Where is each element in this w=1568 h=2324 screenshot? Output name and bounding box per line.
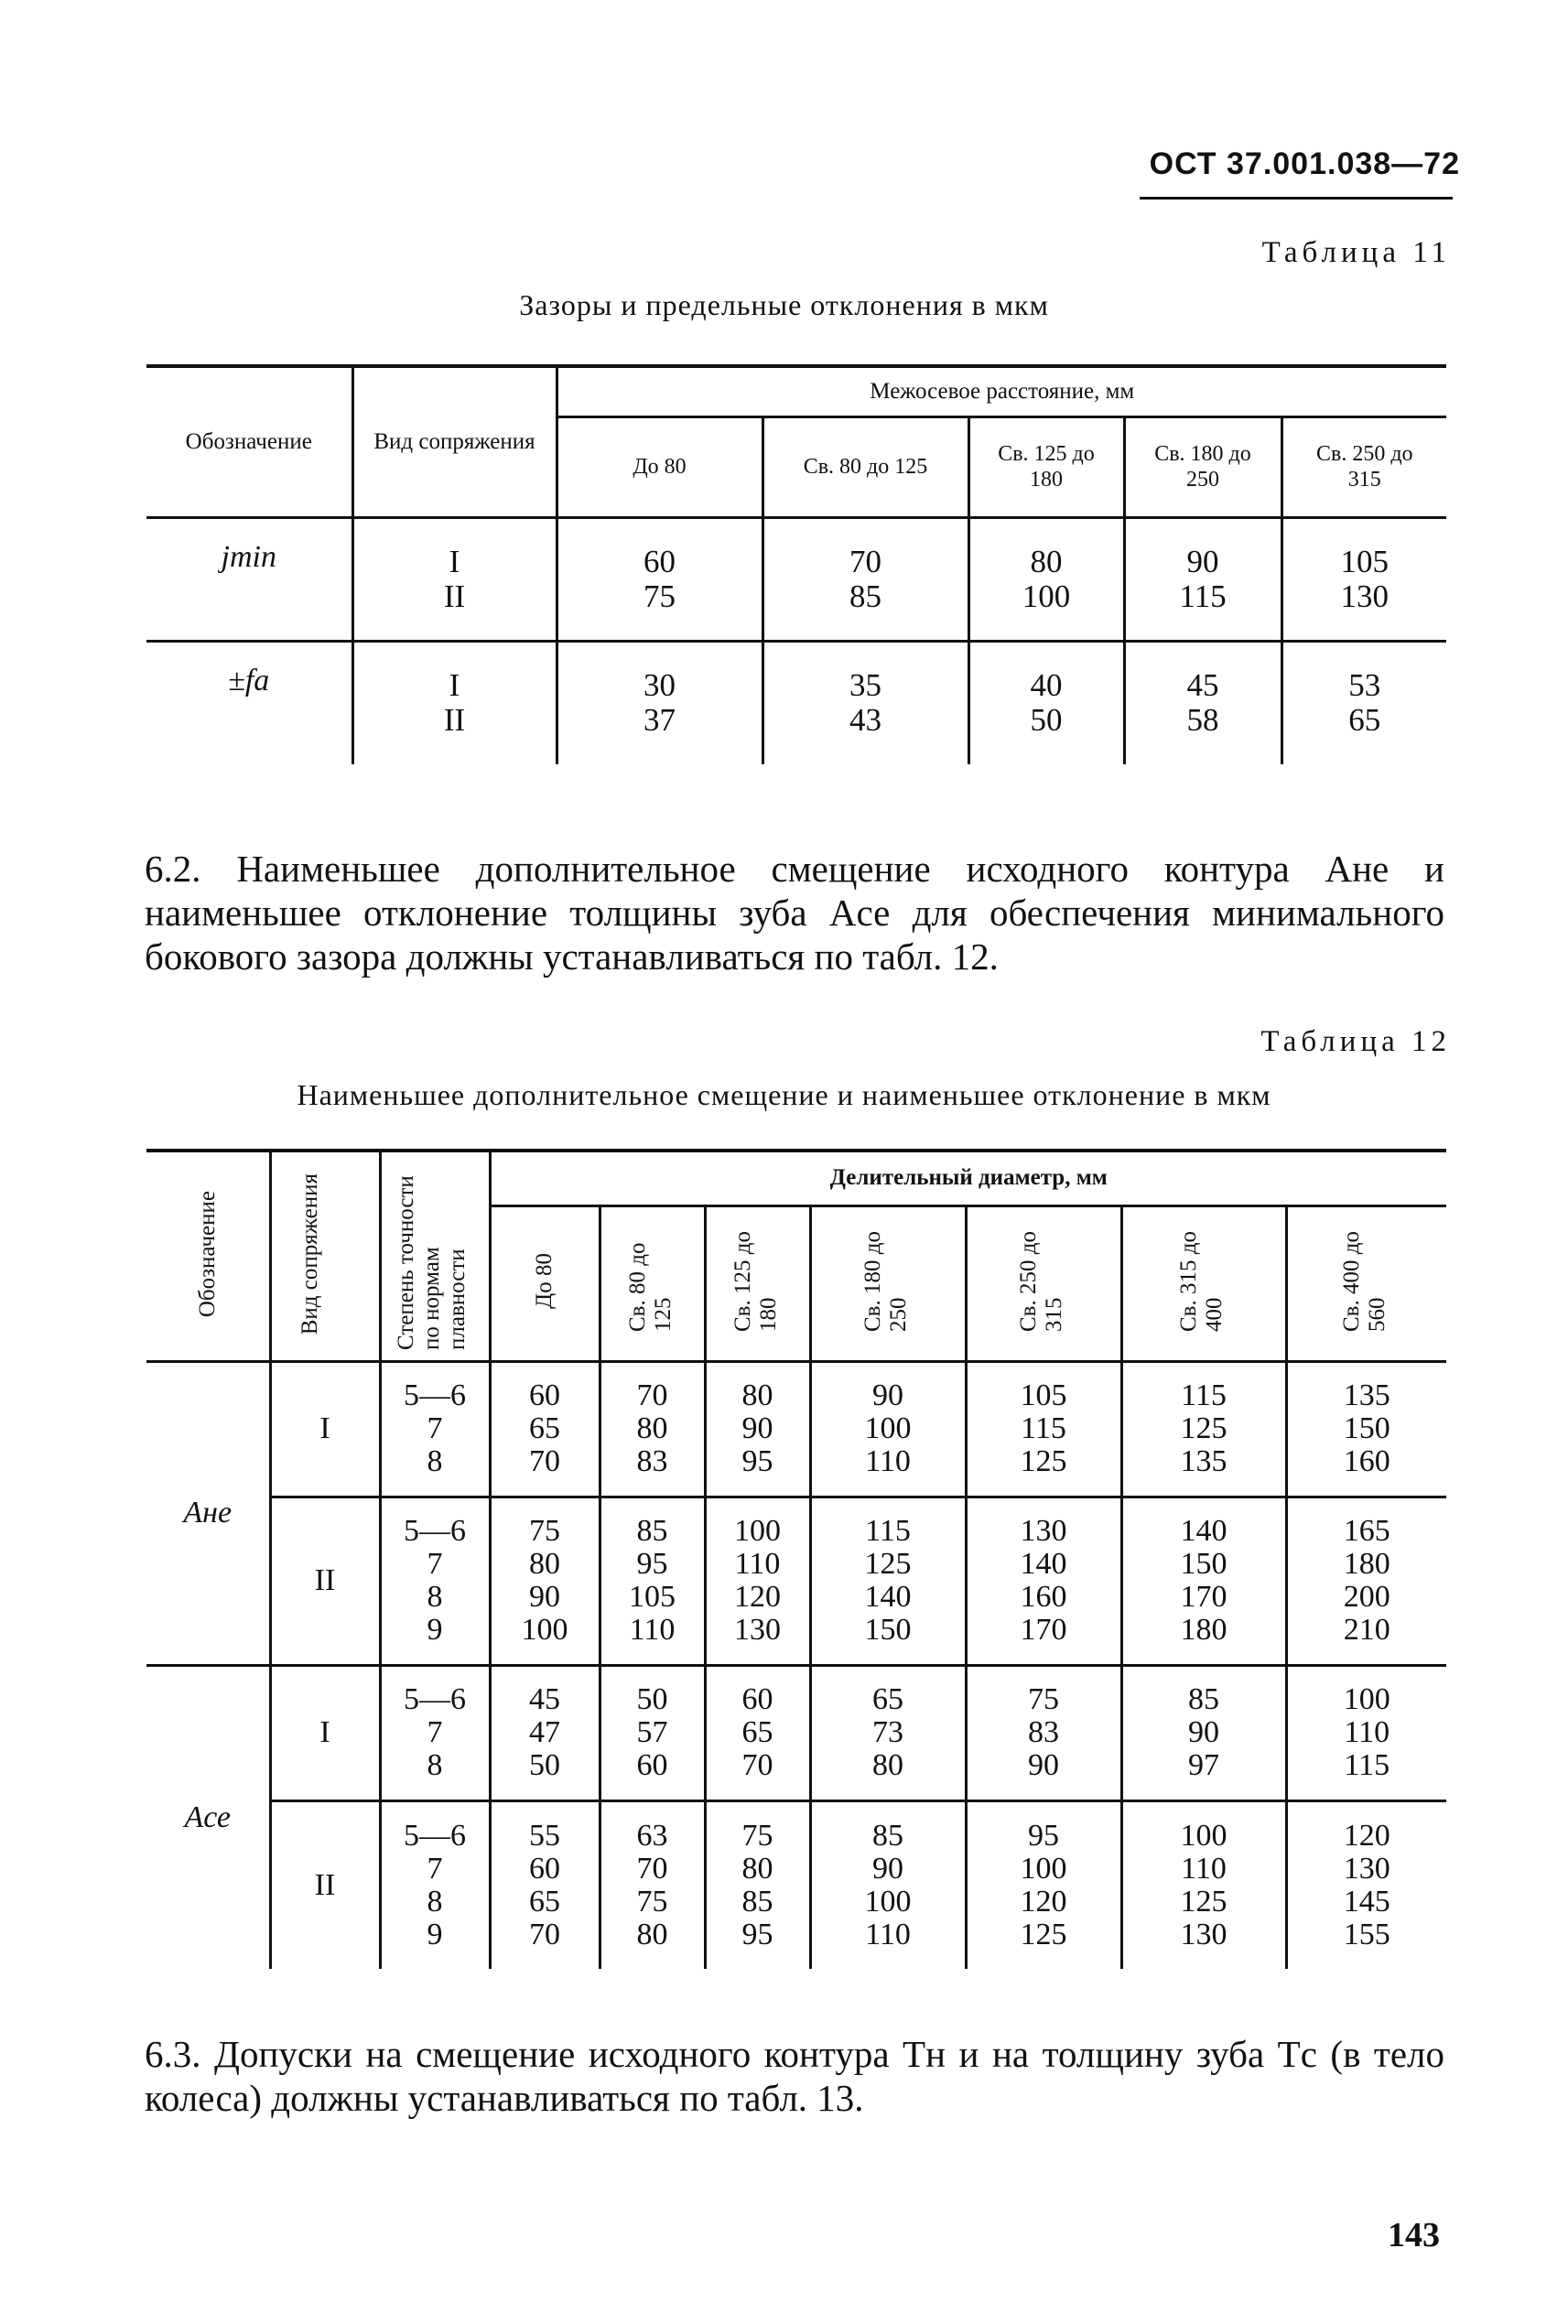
table12-cell: 85 95 105 110: [600, 1497, 705, 1665]
table-row: [146, 1665, 1446, 1800]
table12-cell: 63 70 75 80: [600, 1800, 705, 1969]
table11-fits: I II: [352, 641, 557, 764]
table-row: [146, 1361, 1446, 1497]
table12-cell: 60 65 70: [490, 1361, 600, 1497]
table12-fit: I: [270, 1665, 380, 1800]
table12-cell: 80 90 95: [705, 1361, 810, 1497]
table12-cell: 45 47 50: [490, 1665, 600, 1800]
table12-cell: 100 110 115: [1286, 1665, 1446, 1800]
table11-cell: 60 75: [557, 517, 762, 641]
table12-grades: 5—6 7 8 9: [380, 1497, 490, 1665]
table12-cell: 135 150 160: [1286, 1361, 1446, 1497]
table-row: [146, 517, 1446, 641]
table12-grades: 5—6 7 8: [380, 1665, 490, 1800]
table11-cell: 70 85: [762, 517, 968, 641]
table11-cell: 90 115: [1124, 517, 1281, 641]
table12-cell: 50 57 60: [600, 1665, 705, 1800]
table11-header-designation: Обозначение: [146, 366, 352, 517]
table11-col-2: Св. 125 до 180: [968, 416, 1124, 517]
table12-cell: 85 90 100 110: [810, 1800, 966, 1969]
table12-cell: 75 80 90 100: [490, 1497, 600, 1665]
table11: [146, 364, 1446, 764]
table-row: [146, 641, 1446, 764]
table12-fit: II: [270, 1800, 380, 1969]
table12-col-1: Св. 80 до 125: [600, 1205, 705, 1361]
table12-cell: 65 73 80: [810, 1665, 966, 1800]
table12-header-grade: Степень точности по нормам плавности: [380, 1151, 490, 1361]
table-row: [146, 1497, 1446, 1665]
table11-cell: 35 43: [762, 641, 968, 764]
table11-cell: 53 65: [1281, 641, 1446, 764]
table12-cell: 105 115 125: [966, 1361, 1121, 1497]
table12-col-0: До 80: [490, 1205, 600, 1361]
table11-cell: 80 100: [968, 517, 1124, 641]
table12-grades: 5—6 7 8 9: [380, 1800, 490, 1969]
table12: [146, 1149, 1446, 1969]
table12-cell: 100 110 120 130: [705, 1497, 810, 1665]
table12-cell: 130 140 160 170: [966, 1497, 1121, 1665]
table12-symbol: Aнe: [146, 1361, 270, 1665]
table12-symbol: Aсе: [184, 1800, 231, 1834]
table12-fit: I: [270, 1361, 380, 1497]
paragraph-6-3: 6.3. Допуски на смещение исходного контура Tн и на толщину зуба Tс (в тело колеса) должны устанавливаться по табл. 13.: [145, 2033, 1444, 2119]
table12-cell: 115 125 140 150: [810, 1497, 966, 1665]
table12-fit: II: [270, 1497, 380, 1665]
table12-cell: 165 180 200 210: [1286, 1497, 1446, 1665]
table12-cell: 85 90 97: [1121, 1665, 1286, 1800]
table11-header-group: Межосевое расстояние, мм: [557, 366, 1446, 416]
table12-col-5: Св. 315 до 400: [1121, 1205, 1286, 1361]
document-code: ОСТ 37.001.038—72: [1149, 146, 1460, 181]
header-rule: [1140, 197, 1453, 200]
table11-symbol-jmin: jmin: [146, 517, 352, 641]
table12-col-3: Св. 180 до 250: [810, 1205, 966, 1361]
table12-number: Таблица 12: [1260, 1025, 1451, 1058]
table12-cell: 100 110 125 130: [1121, 1800, 1286, 1969]
table12-cell: 90 100 110: [810, 1361, 966, 1497]
table12-cell: 75 80 85 95: [705, 1800, 810, 1969]
table11-cell: 105 130: [1281, 517, 1446, 641]
table12-cell: 115 125 135: [1121, 1361, 1286, 1497]
table11-cell: 30 37: [557, 641, 762, 764]
table11-cell: 45 58: [1124, 641, 1281, 764]
table12-cell: 55 60 65 70: [490, 1800, 600, 1969]
table12-header-designation: Обозначение: [146, 1151, 270, 1361]
table12-cell: 120 130 145 155: [1286, 1800, 1446, 1969]
table12-cell: 60 65 70: [705, 1665, 810, 1800]
table12-cell: 140 150 170 180: [1121, 1497, 1286, 1665]
paragraph-6-2: 6.2. Наименьшее дополнительное смещение исходного контура Aнe и наименьшее отклонение толщины зуба Aсе для обеспечения минимального бокового зазора должны устанавливаться по табл. 12.: [145, 848, 1444, 978]
table12-header-fit: Вид сопряжения: [270, 1151, 380, 1361]
table12-grades: 5—6 7 8: [380, 1361, 490, 1497]
table11-col-0: До 80: [557, 416, 762, 517]
table12-col-2: Св. 125 до 180: [705, 1205, 810, 1361]
table12-col-6: Св. 400 до 560: [1286, 1205, 1446, 1361]
table11-cell: 40 50: [968, 641, 1124, 764]
table12-caption: Наименьшее дополнительное смещение и наименьшее отклонение в мкм: [297, 1078, 1271, 1111]
table11-number: Таблица 11: [1261, 236, 1451, 269]
table11-caption: Зазоры и предельные отклонения в мкм: [519, 288, 1049, 321]
table11-fits: I II: [352, 517, 557, 641]
table12-cell: 95 100 120 125: [966, 1800, 1121, 1969]
table11-header-fit: Вид сопряжения: [352, 366, 557, 517]
table11-symbol-fa: ±fa: [228, 663, 270, 697]
page-number: 143: [1388, 2216, 1440, 2254]
table12-cell: 70 80 83: [600, 1361, 705, 1497]
table-row: [146, 1800, 1446, 1969]
table11-col-1: Св. 80 до 125: [762, 416, 968, 517]
table12-header-group: Делительный диаметр, мм: [490, 1151, 1446, 1205]
table11-col-4: Св. 250 до 315: [1281, 416, 1446, 517]
table12-col-4: Св. 250 до 315: [966, 1205, 1121, 1361]
table11-col-3: Св. 180 до 250: [1124, 416, 1281, 517]
table12-cell: 75 83 90: [966, 1665, 1121, 1800]
